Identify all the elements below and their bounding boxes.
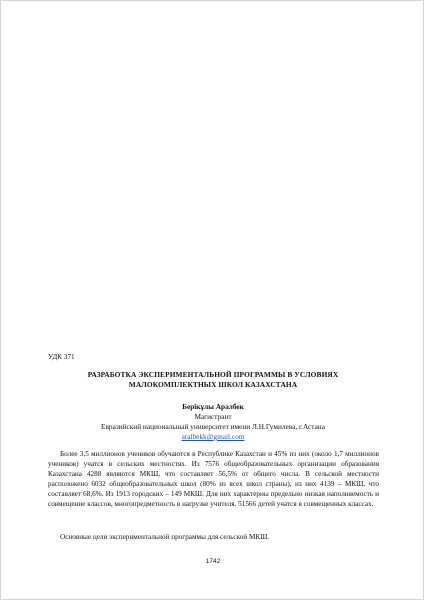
author-name: Берікұлы Аралбек	[182, 402, 244, 411]
page-number: 1742	[205, 558, 221, 565]
author-position: Магистрант	[194, 412, 232, 421]
article-title-line-2: МАЛОКОМПЛЕКТНЫХ ШКОЛ КАЗАХСТАНА	[128, 380, 298, 389]
author-email-link[interactable]: aralbekk@gmail.com	[181, 432, 245, 441]
author-affiliation: Евразийский национальный университет имени Л.Н.Гумилева, г.Астана	[101, 422, 325, 431]
body-paragraph-2: Основные цели экспериментальной программы для сельской МКШ.	[60, 533, 270, 541]
article-title-line-1: РАЗРАБОТКА ЭКСПЕРИМЕНТАЛЬНОЙ ПРОГРАММЫ В УСЛОВИЯХ	[87, 370, 339, 379]
udk-code: УДК 371	[48, 353, 75, 361]
body-paragraph-1: Более 3,5 миллионов учеников обучаются в Республике Казахстан и 45% из них (около 1,7 миллионов учеников) учатся в сельских местностях. Из 7576 общеобразовательных организации образования Казахстана 4288 являются МКШ, что составляет 56,5% от общего числа. В сельской местности расположено 6032 общеобразовательных школ (80% из всех школ страны), из них 4139 – МКШ, что составляет 68,6%. Из 1913 городских – 149 МКШ. Для них характерны предельно низкая наполняемость и совмещение классов, многопредметность в нагрузке учителя. 51566 детей учатся в совмещенных классах.	[48, 450, 379, 508]
